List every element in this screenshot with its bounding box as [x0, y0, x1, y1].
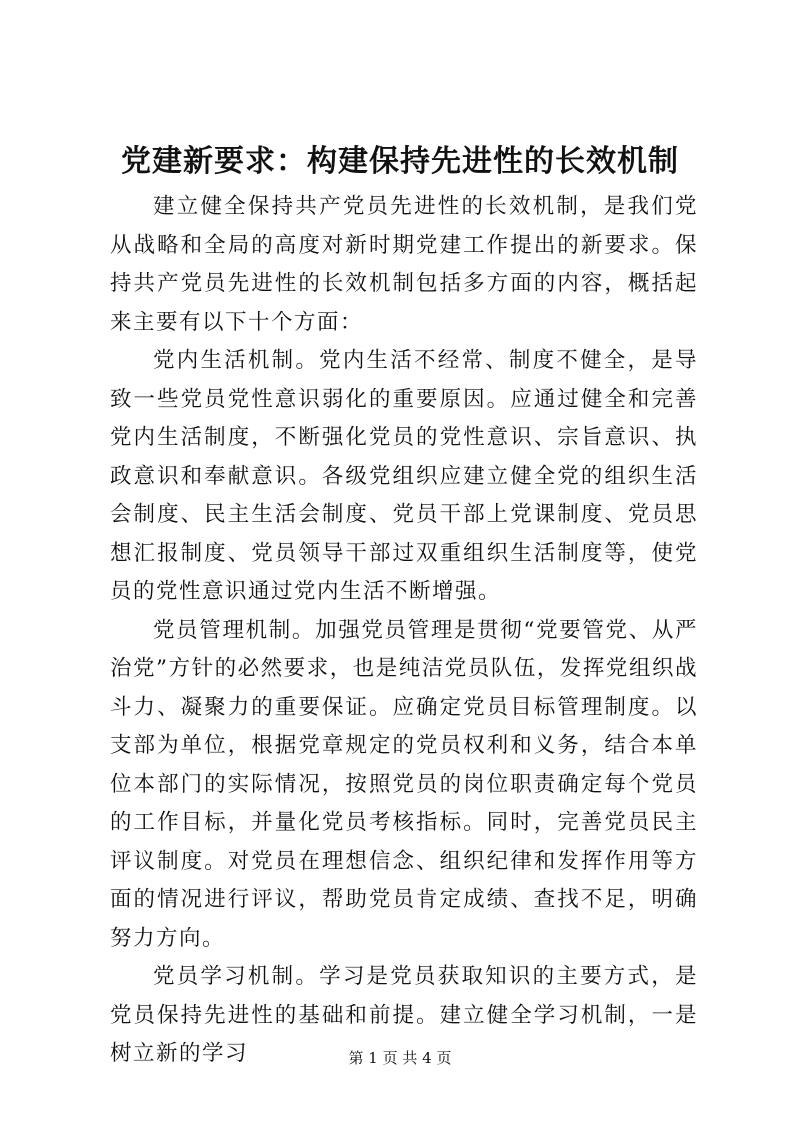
- paragraph-member-study: 党员学习机制。学习是党员获取知识的主要方式，是党员保持先进性的基础和前提。建立健全学习机制，一是树立新的学习: [110, 964, 698, 1066]
- paragraph-intro: 建立健全保持共产党员先进性的长效机制，是我们党从战略和全局的高度对新时期党建工作提出的新要求。保持共产党员先进性的长效机制包括多方面的内容，概括起来主要有以下十个方面：: [110, 194, 698, 335]
- document-title: 党建新要求：构建保持先进性的长效机制: [121, 144, 679, 179]
- document-body: [110, 188, 698, 1074]
- paragraph-party-life: 党内生活机制。党内生活不经常、制度不健全，是导致一些党员党性意识弱化的重要原因。应通过健全和完善党内生活制度，不断强化党员的党性意识、宗旨意识、执政意识和奉献意识。各级党组织应建立健全党的组织生活会制度、民主生活会制度、党员干部上党课制度、党员思想汇报制度、党员领导干部过双重组织生活制度等，使党员的党性意识通过党内生活不断增强。: [110, 348, 698, 604]
- paragraph-member-management: 党员管理机制。加强党员管理是贯彻“党要管党、从严治党”方针的必然要求，也是纯洁党员队伍，发挥党组织战斗力、凝聚力的重要保证。应确定党员目标管理制度。以支部为单位，根据党章规定的党员权利和义务，结合本单位本部门的实际情况，按照党员的岗位职责确定每个党员的工作目标，并量化党员考核指标。同时，完善党员民主评议制度。对党员在理想信念、组织纪律和发挥作用等方面的情况进行评议，帮助党员肯定成绩、查找不足，明确努力方向。: [110, 617, 698, 951]
- page-footer: 第 1 页 共 4 页: [348, 1049, 452, 1067]
